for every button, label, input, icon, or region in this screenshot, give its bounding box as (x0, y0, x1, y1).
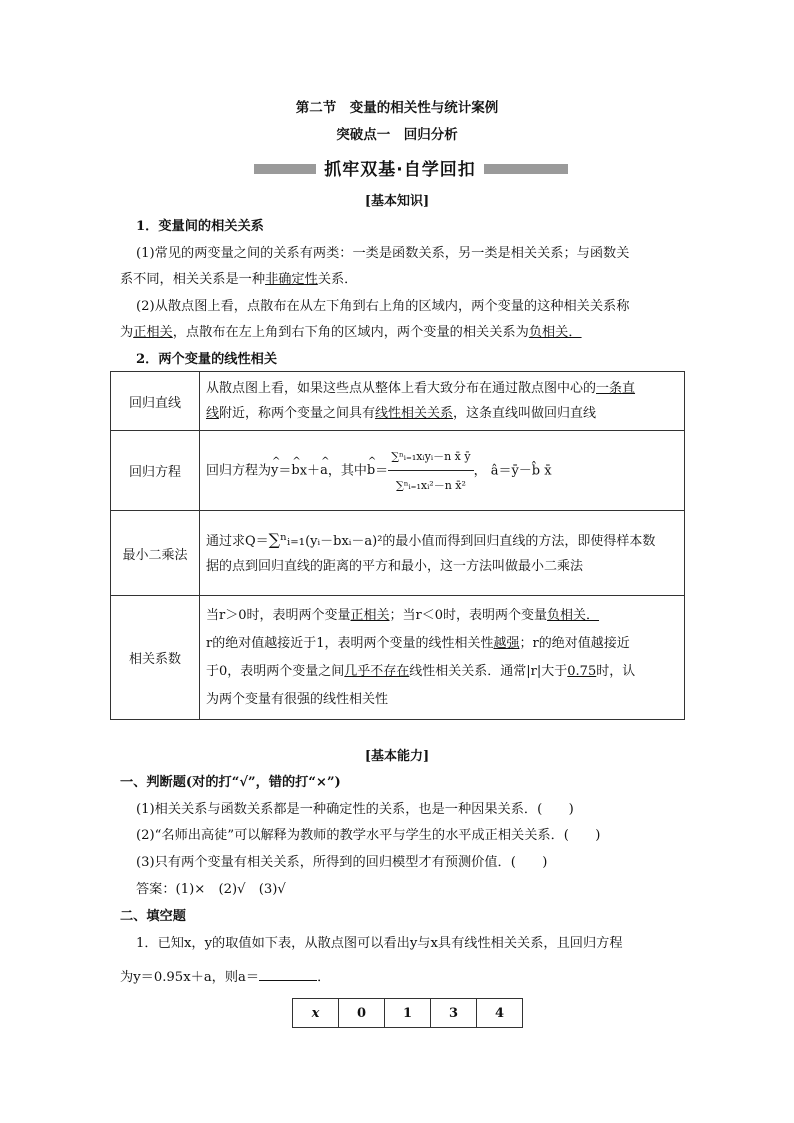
part2-title: 二、填空题 (120, 909, 186, 924)
table-row (293, 999, 523, 1028)
answer-text: 一条直 (596, 381, 636, 396)
table-row (111, 511, 685, 596)
answer-line: 答案：(1)× (2)√ (3)√ (136, 882, 286, 897)
fill-question-1-line2 (120, 966, 330, 985)
text: 为 (120, 325, 134, 340)
text: 通过求Q＝ (206, 534, 269, 549)
regression-equation: y＝0.95x＋a，则a＝ (133, 970, 260, 985)
answer-blank[interactable] (259, 968, 317, 981)
text: 为两个变量有很强的线性相关性 (206, 691, 389, 707)
table-cell: 1 (385, 999, 431, 1028)
row-label: 回归方程 (111, 431, 200, 511)
part1-title: 一、判断题(对的打“√”，错的打“×”) (120, 775, 341, 790)
item1-p1-line1: (1)常见的两变量之间的关系有两类：一类是函数关系，另一类是相关关系；与函数关 (136, 246, 630, 261)
text: ，这条直线叫做回归直线 (453, 406, 597, 421)
xy-value-table (292, 998, 523, 1028)
table-row (111, 372, 685, 431)
banner-bar-left (254, 164, 316, 174)
table-cell: 0 (339, 999, 385, 1028)
formula-numerator: ∑ⁿᵢ₌₁xᵢyᵢ－n x̄ ȳ (388, 444, 473, 471)
answer-text: 越强 (493, 635, 520, 651)
row-label: 回归直线 (111, 372, 200, 431)
item2-title: 2．两个变量的线性相关 (136, 352, 278, 367)
b-formula (388, 444, 473, 498)
text: 关系． (317, 272, 358, 287)
question-1: (1)相关关系与函数关系都是一种确定性的关系，也是一种因果关系．( ) (136, 802, 574, 817)
text: 当r＞0时，表明两个变量 (206, 607, 351, 623)
item1-p2-line2 (120, 321, 582, 340)
answer-text: 正相关 (133, 325, 173, 340)
linear-correlation-table (110, 371, 685, 720)
a-formula: ， â＝ȳ－b̂ x̄ (473, 463, 552, 478)
y-hat: ^ y (271, 458, 278, 483)
basic-knowledge-heading: [基本知识] (364, 194, 430, 209)
item1-p1-line2 (120, 268, 357, 287)
row-content: 回归方程为^ y＝^ bx＋^ a，其中^ b＝ $\frac{\text{∑ⁿᵢ₌₁xᵢyᵢ－n x̄ ȳ}}{\text{∑ⁿᵢ₌₁xᵢ²－n x̄²}}$ ， â＝ȳ－b̂ x̄ (200, 431, 685, 511)
text: ；r的绝对值越接近 (519, 635, 630, 651)
sum-symbol: ∑ⁿᵢ₌₁ (268, 530, 306, 549)
text: x＋ (299, 463, 321, 478)
text: ，其中 (327, 463, 367, 478)
subsection-title: 突破点一 回归分析 (336, 127, 458, 143)
text: ；当r＜0时，表明两个变量 (389, 607, 548, 623)
answer-text: 非确定性 (265, 272, 318, 287)
formula-denominator: ∑ⁿᵢ₌₁xᵢ²－n x̄² (395, 478, 466, 492)
text: r的绝对值越接近于1，表明两个变量的线性相关性 (206, 635, 494, 651)
text: 线性相关关系．通常|r|大于 (409, 663, 568, 679)
row-content (200, 372, 685, 431)
fill-question-1-line1: 1．已知x，y的取值如下表，从散点图可以看出y与x具有线性相关关系，且回归方程 (136, 936, 623, 951)
item1-p2-line1: (2)从散点图上看，点散布在从左下角到右上角的区域内，两个变量的这种相关关系称 (136, 299, 630, 314)
text: ． (317, 970, 331, 985)
table-cell: x (293, 999, 339, 1028)
text: 附近，称两个变量之间具有 (219, 406, 376, 421)
text: ，点散布在左上角到右下角的区域内，两个变量的相关关系为 (172, 325, 529, 340)
table-cell: 4 (477, 999, 523, 1028)
text: 回归方程为 (206, 463, 272, 478)
table-cell: 3 (431, 999, 477, 1028)
answer-text: 几乎不存在 (344, 663, 410, 679)
text: ＝ (278, 463, 292, 478)
row-label: 最小二乘法 (111, 511, 200, 596)
section-title: 第二节 变量的相关性与统计案例 (295, 100, 499, 116)
text: 为 (120, 970, 134, 985)
answer-text: 线 (206, 406, 220, 421)
question-2: (2)“名师出高徒”可以解释为教师的教学水平与学生的水平成正相关关系．( ) (136, 828, 601, 843)
text: 于0，表明两个变量之间 (206, 663, 345, 679)
text: (yᵢ－bxᵢ－a)²的最小值而得到回归直线的方法，即使得样本数 (305, 534, 656, 549)
row-content (200, 596, 685, 720)
answer-text: 0.75 (567, 663, 597, 679)
answer-text: 负相关． (528, 325, 582, 340)
question-3: (3)只有两个变量有相关关系，所得到的回归模型才有预测价值．( ) (136, 855, 548, 870)
text: 据的点到回归直线的距离的平方和最小，这一方法叫做最小二乘法 (206, 559, 584, 574)
text: 从散点图上看，如果这些点从整体上看大致分布在通过散点图中心的 (206, 381, 597, 396)
text: 系不同，相关关系是一种 (120, 272, 266, 287)
b-hat: ^ b (291, 458, 299, 483)
banner-title: 抓牢双基·自学回扣 (324, 160, 476, 180)
row-label: 相关系数 (111, 596, 200, 720)
item1-title: 1．变量间的相关关系 (136, 219, 264, 234)
table-row (111, 596, 685, 720)
basic-ability-heading: [基本能力] (364, 749, 430, 764)
banner-bar-right (484, 164, 568, 174)
text: 时，认 (596, 663, 636, 679)
answer-text: 正相关 (350, 607, 390, 623)
a-hat: ^ a (320, 458, 328, 483)
table-row (111, 431, 685, 511)
answer-text: 负相关． (547, 607, 600, 623)
row-content (200, 511, 685, 596)
answer-text: 线性相关关系 (375, 406, 454, 421)
